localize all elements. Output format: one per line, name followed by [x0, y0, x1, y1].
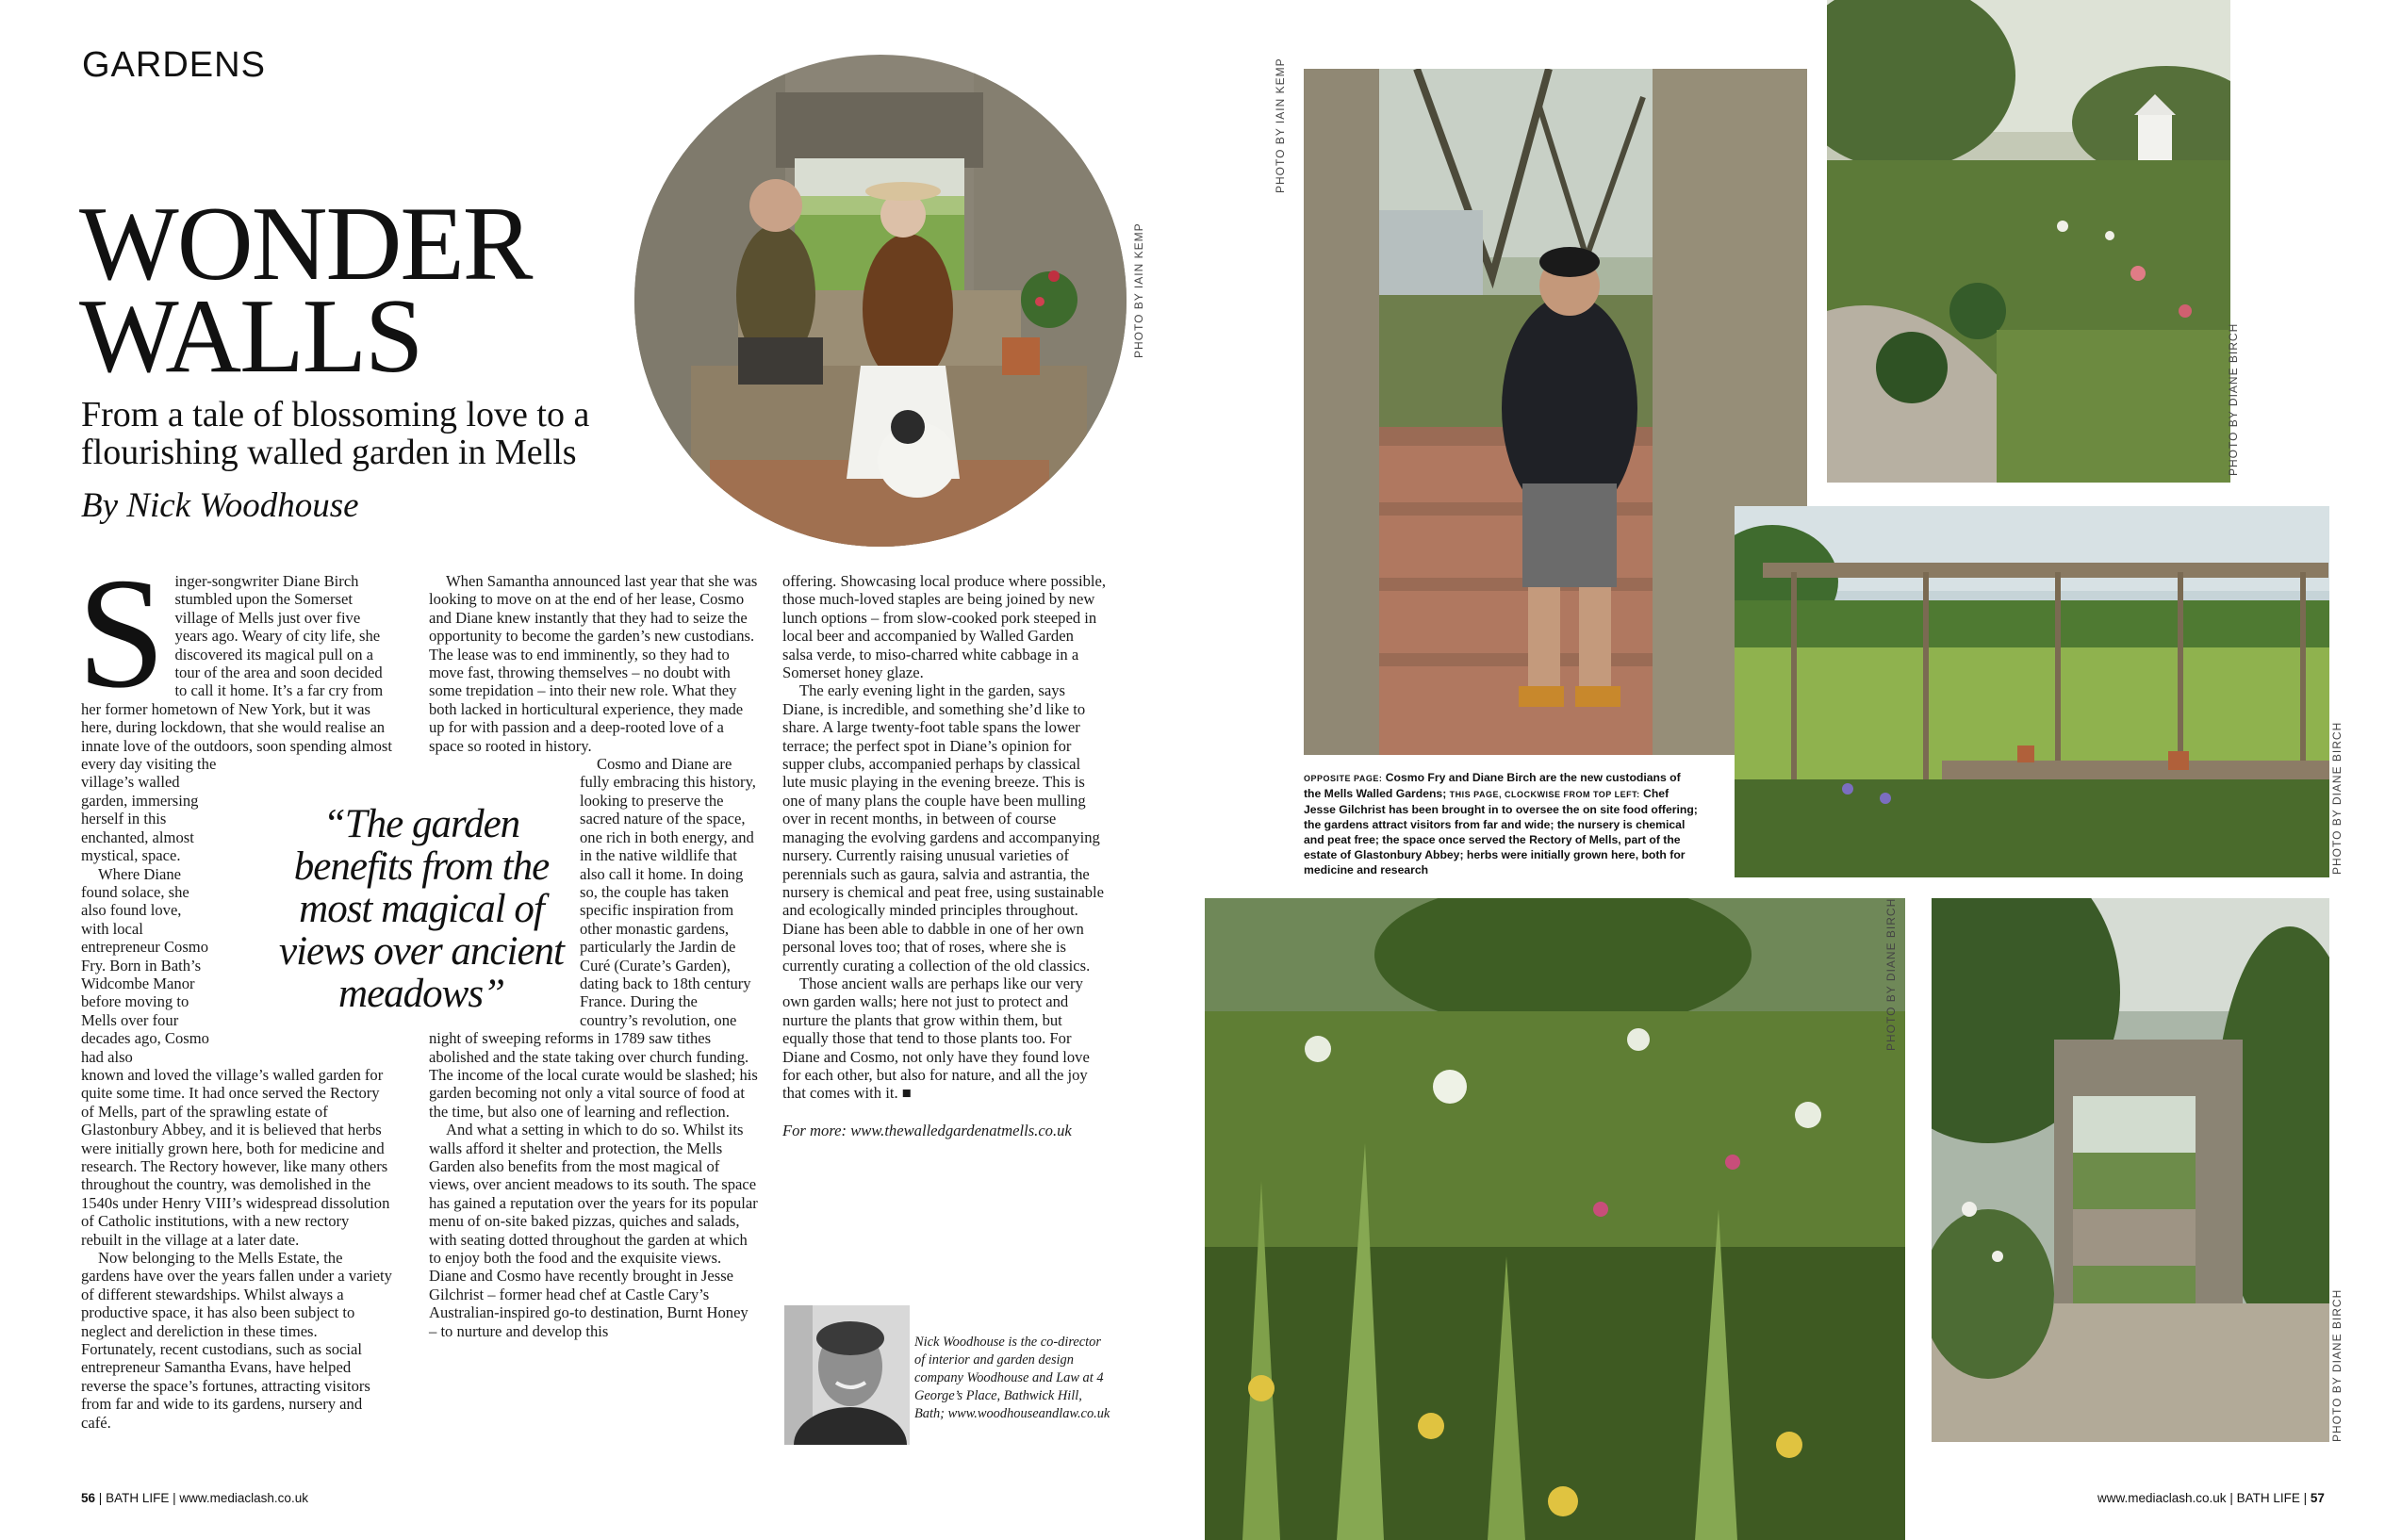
herb-meadow-photo: [1205, 898, 1905, 1540]
cosmo-doorway-photo: [1304, 69, 1807, 755]
caption-label: THIS PAGE, CLOCKWISE FROM TOP LEFT:: [1449, 790, 1640, 799]
couple-circle-photo: [634, 55, 1127, 547]
paragraph: Now belonging to the Mells Estate, the gardens have over the years fallen under a variety of different stewardships. Whilst always a productive space, it has also been subject to neglect and dereliction in these times. Fortunately, recent custodians, such as social entrepreneur Samantha Evans, have helped reverse the space’s fortunes, attracting visitors from far and wide to its gardens, nursery and café.: [81, 1249, 392, 1432]
photo-credit-doorway: PHOTO BY DIANE BIRCH: [2330, 1288, 2344, 1442]
paragraph: Cosmo and Diane are fully embracing this history, looking to preserve the sacred nature of the space, one rich in both energy, and in the native wildlife that also call it home. In doing so, the couple has taken specific inspiration from other monastic gardens, particularly the Jardin de Curé (Curate’s Garden), dating back to 18th century France. During the country’s revolution, one night of sweeping reforms in 1789 saw tithes abolished and the state taking over church funding. The income of the local curate would be slashed; his garden becoming not only a vital source of food at the time, but also one of learning and reflection.: [429, 755, 758, 1121]
photo-credit-circle: PHOTO BY IAIN KEMP: [1132, 222, 1145, 358]
photo-credit-meadow: PHOTO BY DIANE BIRCH: [1884, 897, 1898, 1051]
byline: By Nick Woodhouse: [81, 486, 359, 525]
photo-caption: OPPOSITE PAGE: Cosmo Fry and Diane Birch are the new custodians of the Mells Walled Gardens; THIS PAGE, CLOCKWISE FROM TOP LEFT: Chef Jesse Gilchrist has been brought in to oversee the on site food offering; the gardens attract visitors from far and wide; the nursery is chemical and peat free; the space once served the Rectory of Mells, part of the estate of Glastonbury Abbey; herbs were initially grown here, both for medicine and research: [1304, 771, 1698, 876]
paragraph: Those ancient walls are perhaps like our very own garden walls; here not just to protect and nurture the plants that grow within them, but equally those that tend to those plants too. For Diane and Cosmo, not only have they found love for each other, but also for nature, and all the joy that comes with it. ■: [782, 974, 1090, 1103]
more-info-link[interactable]: For more: www.thewalledgardenatmells.co.uk: [782, 1121, 1072, 1139]
footer-url[interactable]: www.mediaclash.co.uk: [2097, 1491, 2227, 1505]
footer-url[interactable]: www.mediaclash.co.uk: [179, 1491, 308, 1505]
caption-label: OPPOSITE PAGE:: [1304, 774, 1383, 783]
author-bio: Nick Woodhouse is the co-director of interior and garden design company Woodhouse and Law at 4 George’s Place, Bathwick Hill, Bath; www.woodhouseandlaw.co.uk: [914, 1335, 1110, 1421]
paragraph: And what a setting in which to do so. Whilst its walls afford it shelter and protection, the Mells Garden also benefits from the most magical of views, over ancient meadows to its south. The space has gained a reputation over the years for its popular menu of on-site baked pizzas, quiches and salads, with seating dotted throughout the garden at which to enjoy both the food and the exquisite views. Diane and Cosmo have recently brought in Jesse Gilchrist – former head chef at Castle Cary’s Australian-inspired go-to destination, Burnt Honey – to nurture and develop this: [429, 1121, 758, 1340]
headline-line-2: WALLS: [79, 278, 422, 395]
pull-quote: “The garden benefits from the most magical of views over ancient meadows”: [278, 802, 564, 1016]
photo-credit-pergola: PHOTO BY DIANE BIRCH: [2330, 721, 2344, 875]
dovecote-garden-photo: [1827, 0, 2230, 483]
garden-doorway-photo: [1932, 898, 2329, 1442]
footer-right: www.mediaclash.co.uk | BATH LIFE | 57: [2097, 1491, 2325, 1505]
magazine-name: BATH LIFE: [106, 1491, 170, 1505]
section-label: GARDENS: [82, 45, 266, 85]
author-portrait: [784, 1305, 910, 1445]
paragraph: When Samantha announced last year that she was looking to move on at the end of her lease, Cosmo and Diane knew instantly that they had to seize the opportunity to become the garden’s new custodians. The lease was to end imminently, so they had to move fast, throwing themselves – no doubt with some trepidation – into their new role. What they both lacked in horticultural experience, they made up for with passion and a deep-rooted love of a space so rooted in history.: [429, 572, 758, 755]
paragraph: The early evening light in the garden, says Diane, is incredible, and something she’d like to share. A large twenty-foot table spans the lower terrace; the perfect spot in Diane’s opinion for supper clubs, accompanied perhaps by classical lute music playing in the evening breeze. This is one of many plans the couple have been mulling over in recent months, in between of course managing the evolving gardens and accompanying nursery. Currently raising unusual varieties of perennials such as gaura, salvia and astrantia, the nursery is chemical and peat free, using sustainable and ecologically minded principles throughout. Diane has been able to dabble in one of her own personal loves too; that of roses, where she is currently curating a collection of the old classics.: [782, 681, 1104, 975]
pergola-table-photo: [1735, 506, 2329, 877]
body-column-3: [782, 572, 1108, 1139]
photo-credit-dovecote: PHOTO BY DIANE BIRCH: [2227, 322, 2240, 476]
headline: [79, 186, 532, 395]
standfirst: From a tale of blossoming love to a flourishing walled garden in Mells: [81, 395, 590, 472]
magazine-name: BATH LIFE: [2236, 1491, 2300, 1505]
headline-line-1: WONDER: [79, 186, 532, 303]
page-number: 57: [2310, 1491, 2325, 1505]
drop-cap: S: [77, 546, 166, 721]
footer-left: 56 | BATH LIFE | www.mediaclash.co.uk: [81, 1491, 308, 1505]
narrow-text-block: village’s walled garden, immersing herself in this enchanted, almost mystical, space. Where Diane found solace, she also found love, with local entrepreneur Cosmo Fry. Born in Bath’s Widcombe Manor before moving to Mells over four decades ago, Cosmo had also: [81, 773, 209, 1066]
paragraph: offering. Showcasing local produce where possible, those much-loved staples are being joined by new lunch options – from slow-cooked pork steeped in local beer and accompanied by Walled Garden salsa verde, to miso-charred white cabbage in a Somerset honey glaze.: [782, 572, 1106, 682]
page-number: 56: [81, 1491, 96, 1505]
photo-credit-cosmo: PHOTO BY IAIN KEMP: [1274, 57, 1287, 193]
paragraph: known and loved the village’s walled garden for quite some time. It had once served the Rectory of Mells, part of the sprawling estate of Glastonbury Abbey, and it is believed that herbs were initially grown here, both for medicine and research. The Rectory however, like many others throughout the country, was demolished in the 1540s under Henry VIII’s widespread dissolution of Catholic institutions, with a new rectory rebuilt in the village at a later date.: [81, 1065, 390, 1249]
paragraph: Singer-songwriter Diane Birch stumbled upon the Somerset village of Mells just over five years ago. Weary of city life, she discovered its magical pull on a tour of the area and soon decided to call it home. It’s a far cry from her former hometown of New York, but it was here, during lockdown, that she would realise an innate love of the outdoors, soon spending almost every day visiting the: [77, 546, 392, 774]
